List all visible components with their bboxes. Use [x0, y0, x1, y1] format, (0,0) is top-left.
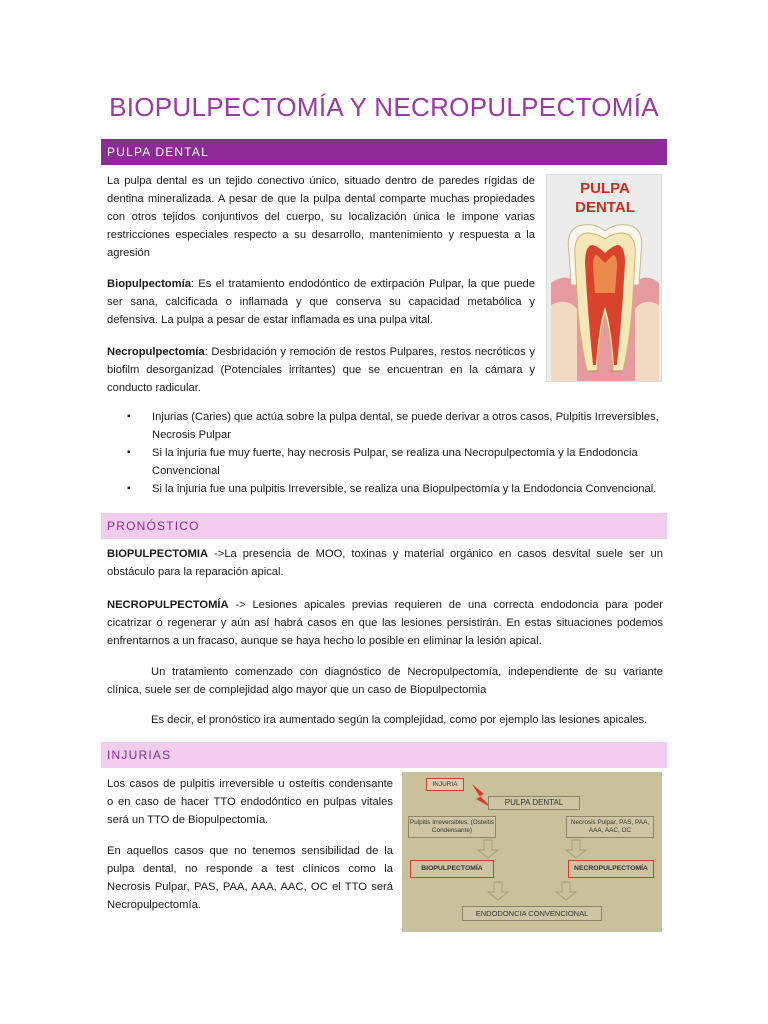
diagram-biopulpectomia-box: BIOPULPECTOMÍA [410, 860, 494, 878]
arrow-down-icon [556, 882, 576, 900]
biopulpectomia-text: : Es el tratamiento endodóntico de extirpación Pulpar, la que puede ser sana, calcificada o inflamada y que conserva su capacidad metabólica y defensiva. La pulpa a pesar de estar inflamada es una pulpa vital. [107, 278, 535, 326]
tooth-image-title-line1: PULPA [580, 180, 630, 197]
pronostico-summary-paragraph: Es decir, el pronóstico ira aumentado según la complejidad, como por ejemplo las lesiones apicales. [151, 714, 648, 726]
injurias-necropulpectomia-paragraph: En aquellos casos que no tenemos sensibilidad de la pulpa dental, no responde a test clínicos como la Necrosis Pulpar, PAS, PAA, AAA, AAC, OC el TTO será Necropulpectomía. [107, 845, 393, 911]
biopulpectomia-definition [107, 275, 535, 329]
pronostico-bio-text: ->La presencia de MOO, toxinas y material orgánico en casos desvital suele ser un obstáculo para la reparación apical. [107, 548, 663, 578]
section-header-pulpa-dental: PULPA DENTAL [101, 139, 667, 165]
pronostico-necro-text: -> Lesiones apicales previas requieren de una correcta endodoncia para poder cicatrizar o regenerar y aún así habrá casos en que las lesiones persistirán. En estas situaciones podemos enfrentarnos a un fracaso, aunque se haya hecho lo posible en eliminar la lesión apical. [107, 599, 663, 647]
pronostico-necro-term: NECROPULPECTOMÍA [107, 599, 229, 611]
tooth-illustration-icon [547, 175, 663, 383]
pronostico-necropulpectomia [107, 596, 663, 650]
pronostico-complexity-paragraph: Un tratamiento comenzado con diagnóstico de Necropulpectomía, independiente de su variante clínica, suele ser de complejidad algo mayor que un caso de Biopulpectomia [107, 666, 663, 696]
biopulpectomia-term: Biopulpectomía [107, 278, 191, 290]
injurias-biopulpectomia-paragraph: Los casos de pulpitis irreversible u osteítis condensante o en caso de hacer TTO endodóntico en pulpas vitales será un TTO de Biopulpectomía. [107, 778, 393, 826]
pronostico-biopulpectomia [107, 545, 663, 581]
section-header-injurias: INJURIAS [101, 742, 667, 768]
necropulpectomia-definition [107, 343, 535, 397]
arrow-down-icon [478, 840, 498, 858]
necropulpectomia-text: : Desbridación y remoción de restos Pulpares, restos necróticos y biofilm desorganizad (Potenciales irritantes) que se encuentran en la cámara y conducto radicular. [107, 346, 535, 394]
arrow-down-icon [488, 882, 508, 900]
diagram-necropulpectomia-box: NECROPULPECTOMÍA [568, 860, 654, 878]
necropulpectomia-term: Necropulpectomía [107, 346, 205, 358]
treatment-flow-diagram [402, 772, 662, 932]
arrow-down-icon [566, 840, 586, 858]
list-item: ▪ Si la injuria fue muy fuerte, hay necrosis Pulpar, se realiza una Necropulpectomía y la Endodoncia Convencional [107, 444, 663, 480]
list-item: ▪ Si la injuria fue una pulpitis Irreversible, se realiza una Biopulpectomía y la Endodoncia Convencional. [107, 480, 663, 498]
list-item: ▪ Injurias (Caries) que actúa sobre la pulpa dental, se puede derivar a otros casos, Pulpitis Irreversibles, Necrosis Pulpar [107, 408, 663, 444]
page-title: BIOPULPECTOMÍA Y NECROPULPECTOMÍA [109, 92, 659, 122]
tooth-image-title-line2: DENTAL [575, 199, 635, 216]
pronostico-bio-term: BIOPULPECTOMIA [107, 548, 209, 560]
tooth-image [546, 174, 662, 382]
section-header-pronostico: PRONÓSTICO [101, 513, 667, 539]
diagram-endodoncia-box: ENDODONCIA CONVENCIONAL [462, 906, 602, 921]
pulpa-intro-paragraph: La pulpa dental es un tejido conectivo único, situado dentro de paredes rígidas de dentina mineralizada. A pesar de que la pulpa dental comparte muchas propiedades con otros tejidos conjuntivos del cuerpo, su localización única le impone varias restricciones especiales respecto a su desarrollo, mantenimiento y respuesta a la agresión [107, 175, 535, 259]
diagram-injuria-box: INJURIA [426, 778, 464, 791]
diagram-pulpa-box: PULPA DENTAL [488, 796, 580, 810]
diagram-necrosis-box: Necrosis Pulpar, PAS, PAA, AAA, AAC, OC [566, 816, 654, 838]
diagram-pulpitis-box: Pulpitis Irreversibles, (Osteitis Condensante) [408, 816, 496, 838]
injury-bullet-list [107, 408, 663, 498]
